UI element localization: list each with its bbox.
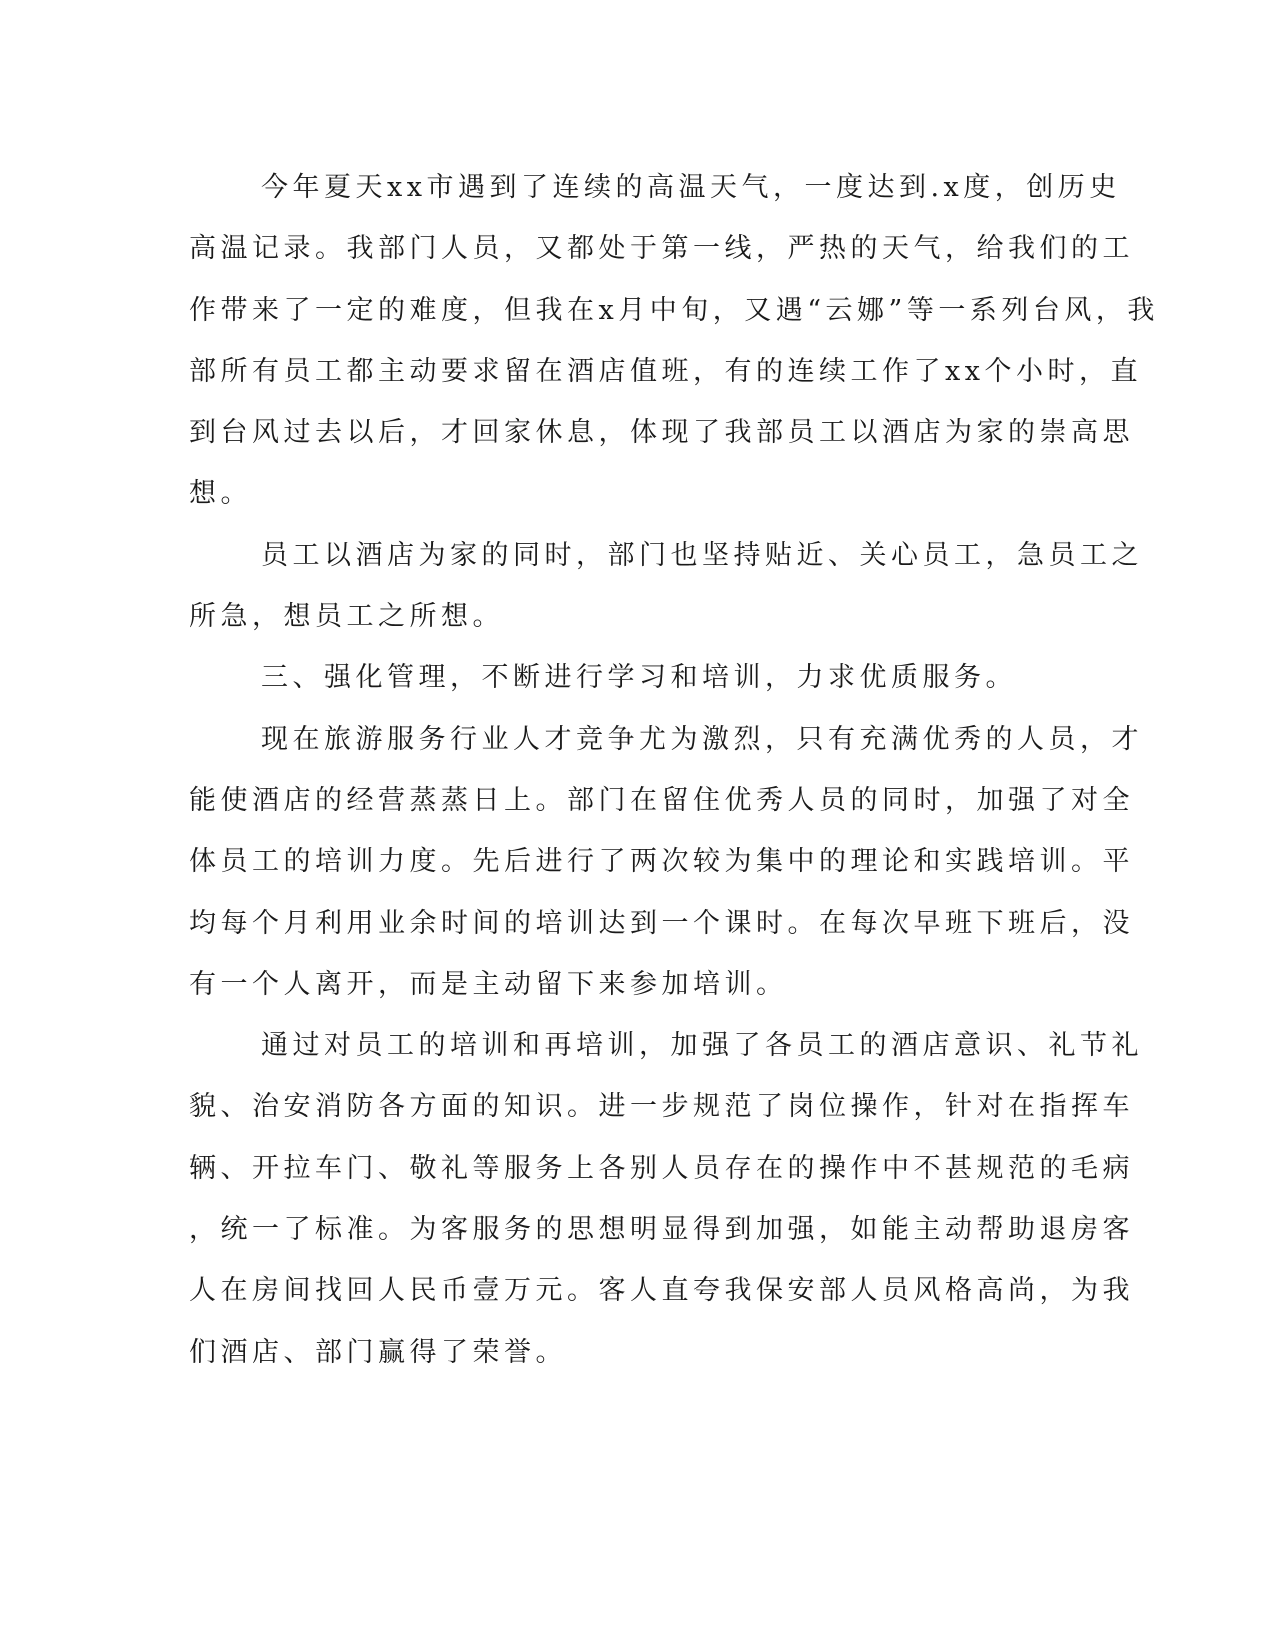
text-line: 貌、治安消防各方面的知识。进一步规范了岗位操作，针对在指挥车 (189, 1091, 1134, 1123)
text-line: 今年夏天xx市遇到了连续的高温天气，一度达到.x度，创历史 (261, 172, 1121, 203)
text-line: 所急，想员工之所想。 (189, 601, 504, 633)
paragraph-3 (189, 709, 1143, 1015)
text-line: 部所有员工都主动要求留在酒店值班，有的连续工作了xx个小时，直 (189, 355, 1142, 387)
text-line: 作带来了一定的难度，但我在x月中旬，又遇“云娜”等一系列台风，我 (189, 294, 1159, 326)
text-line: 员工以酒店为家的同时，部门也坚持贴近、关心员工，急员工之 (261, 539, 1143, 571)
text-line: 辆、开拉车门、敬礼等服务上各别人员存在的操作中不甚规范的毛病 (189, 1152, 1134, 1184)
paragraph-4 (189, 1015, 1143, 1383)
paragraph-1 (189, 157, 1159, 525)
text-line: 通过对员工的培训和再培训，加强了各员工的酒店意识、礼节礼 (261, 1030, 1143, 1062)
text-line: 能使酒店的经营蒸蒸日上。部门在留住优秀人员的同时，加强了对全 (189, 784, 1134, 816)
text-line: 到台风过去以后，才回家休息，体现了我部员工以酒店为家的崇高思 (189, 417, 1134, 449)
text-line: 现在旅游服务行业人才竞争尤为激烈，只有充满优秀的人员，才 (261, 723, 1143, 755)
paragraph-2 (189, 525, 1143, 648)
text-line: 们酒店、部门赢得了荣誉。 (189, 1336, 567, 1368)
heading-line: 三、强化管理，不断进行学习和培训，力求优质服务。 (261, 662, 1017, 694)
document-body (189, 157, 1159, 1383)
text-line: 体员工的培训力度。先后进行了两次较为集中的理论和实践培训。平 (189, 846, 1134, 878)
text-line: 想。 (189, 478, 252, 510)
text-line: 高温记录。我部门人员，又都处于第一线，严热的天气，给我们的工 (189, 233, 1134, 265)
text-line: ，统一了标准。为客服务的思想明显得到加强，如能主动帮助退房客 (189, 1214, 1134, 1246)
text-line: 有一个人离开，而是主动留下来参加培训。 (189, 968, 788, 1000)
section-heading (189, 647, 1089, 708)
text-line: 均每个月利用业余时间的培训达到一个课时。在每次早班下班后，没 (189, 907, 1134, 939)
text-line: 人在房间找回人民币壹万元。客人直夸我保安部人员风格高尚，为我 (189, 1275, 1134, 1307)
